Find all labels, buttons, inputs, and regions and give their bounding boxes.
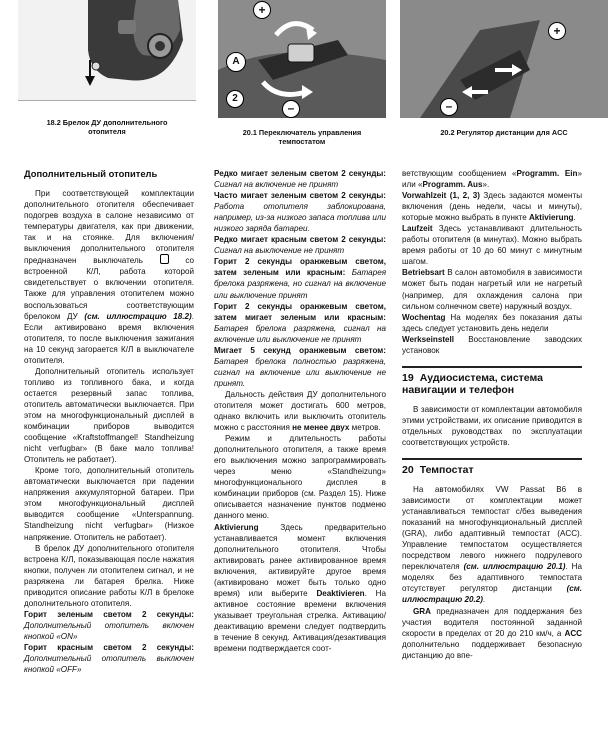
- column-2: [214, 168, 386, 654]
- paragraph: Aktivierung Здесь предварительно устанавливается момент включения дополнительного отопителя. Чтобы активировать ранее активированное время включения, активируйте другое время (активировано может быть только одно время) или выберите Deaktivieren. На активное состояние времени включения указывает треугольная стрелка. Активацию/деактивацию времени следует подтвердить в течение 8 секунд. Активация/дезактивация времени подтверждается соот-: [214, 522, 386, 654]
- section-heading-cruise: 20 Темпостат: [402, 458, 582, 476]
- figure-cruise-switch-photo: [218, 0, 386, 118]
- paragraph: Горит 2 секунды оранжевым светом, затем мигает зеленым или красным: Батарея брелока разряжена, сигнал на включение или выключение не принят: [214, 301, 386, 344]
- paragraph: Режим и длительность работы дополнительного отопителя, а также время его выключения можно запрограммировать через меню «Standheizung» многофункционального дисплея в комбинации приборов (см. Раздел 15). Ниже описывается назначение пунктов подменю данного меню.: [214, 434, 386, 521]
- label-minus-marker: –: [282, 100, 300, 118]
- label-plus-marker: +: [253, 1, 271, 19]
- column-1: [24, 168, 194, 675]
- figure-keyfob-photo: [18, 0, 196, 101]
- paragraph: Редко мигает красным светом 2 секунды: Сигнал на выключение не принят: [214, 235, 386, 256]
- paragraph: В зависимости от комплектации автомобиля этими устройствами, их описание приводится в отдельных руководствах по эксплуатации соответствующих устройств.: [402, 404, 582, 447]
- paragraph: Часто мигает зеленым светом 2 секунды: Работа отопителя заблокирована, например, из-за низкого запаса топлива или низкого заряда батареи.: [214, 191, 386, 234]
- label-minus-marker: –: [440, 98, 458, 116]
- paragraph: Дальность действия ДУ дополнительного отопителя может достигать 600 метров, однако включить или выключить отопитель можно с расстояния не менее двух метров.: [214, 389, 386, 433]
- paragraph: ветствующим сообщением «Programm. Ein» или «Programm. Aus».: [402, 169, 582, 190]
- label-2-marker: 2: [226, 90, 244, 108]
- paragraph: Werkseinstell Восстановление заводских установок: [402, 334, 582, 355]
- paragraph: Betriebsart В салон автомобиля в зависимости может быть подан нагретый или не нагретый (например, для охлаждения салона при сильном солнечном свете) наружный воздух.: [402, 268, 582, 311]
- label-plus-marker: +: [548, 22, 566, 40]
- paragraph: Дополнительный отопитель использует топливо из топливного бака, и когда остается резервный запас топлива, отопитель автоматически выключается. При этом на многофункциональный дисплей в комбинации приборов выводится сообщение «Kraftstoffmangel! Standheizung nicht verfugbar» (В баке мало топлива! Отопитель не работает).: [24, 366, 194, 465]
- column-3: [402, 168, 582, 661]
- paragraph: GRA предназначен для поддержания без участия водителя постоянной заданной скорости в пределах от 20 до 210 км/ч, а ACC дополнительно поддерживает безопасную дистанцию до впе-: [402, 606, 583, 660]
- paragraph: Горит 2 секунды оранжевым светом, затем зеленым или красным: Батарея брелока разряжена, но сигнал на включение или выключение принят: [214, 257, 387, 300]
- paragraph: Кроме того, дополнительный отопитель автоматически выключается при падении напряжения аккумуляторной батареи. При этом многофункциональный дисплей выводится сообщение «Unterspannung. Standheizung nicht verfugbar» (Низкое напряжение. Отопитель не работает).: [24, 466, 194, 542]
- paragraph: Laufzeit Здесь устанавливают длительность работы отопителя (в минутах). Можно выбрать время работы от 10 до 60 минут с минутным шагом.: [402, 224, 582, 267]
- label-a-marker: A: [226, 52, 246, 72]
- paragraph: Горит красным светом 2 секунды: Дополнительный отопитель выключен кнопкой «OFF»: [24, 642, 194, 675]
- paragraph: Горит зеленым светом 2 секунды: Дополнительный отопитель включен кнопкой «ON»: [24, 609, 194, 641]
- section-heading-audio: 19 Аудиосистема, система навигации и телефон: [402, 366, 582, 396]
- figure-1-caption: 18.2 Брелок ДУ дополнительного отопителя: [46, 118, 168, 136]
- paragraph: Wochentag На моделях без показания даты здесь следует установить день недели: [402, 312, 582, 333]
- paragraph: В брелок ДУ дополнительного отопителя встроена К/Л, показывающая после нажатия кнопки, получен ли отопителем сигнал, и не разряжена ли батарея брелка. Ниже приводится описание работы К/Л в брелоке дополнительного отопителя.: [24, 543, 194, 608]
- section-heading-heater: Дополнительный отопитель: [24, 168, 158, 179]
- figure-2-caption: 20.1 Переключатель управления темпостатом: [242, 128, 362, 146]
- paragraph: Редко мигает зеленым светом 2 секунды: Сигнал на включение не принят: [214, 169, 386, 190]
- paragraph: При соответствующей комплектации дополнительного отопителя обеспечивает подогрев воздуха в салоне независимо от температуры двигателя, как при движении, так и на стоянке. Для включения/выключения дополнительного отопителя предназначен выключатель со встроенной К/Л, работа которой свидетельствует о включении отопителя. Также для управления отопителем можно воспользоваться соответствующим брелоком ДУ (см. иллюстрацию 18.2). Если активировано время включения отопителя, то после выключения зажигания на 10 секунд загорается К/Л в выключателе отопителя.: [24, 189, 194, 365]
- switch-icon: [160, 254, 169, 264]
- paragraph: Vorwahlzeit (1, 2, 3) Здесь задаются моменты включения (день недели, часы и минуты), которые можно выбрать в пункте Aktivierung.: [402, 191, 583, 223]
- figure-3-caption: 20.2 Регулятор дистанции для ACC: [440, 128, 568, 137]
- paragraph: Мигает 5 секунд оранжевым светом: Батарея брелока полностью разряжена, сигнал на включение или выключение не принят.: [214, 345, 386, 388]
- figure-acc-distance-photo: [400, 0, 608, 118]
- paragraph: На автомобилях VW Passat B6 в зависимости от комплектации может устанавливаться темпостат с/без выведения показаний на многофункциональный дисплей (GRA), либо адаптивный темпостат (ACC). Управление темпостатом осуществляется посредством левого нижнего подрулевого переключателя (см. иллюстрацию 20.1). На моделях без адаптивного темпостата отсутствует регулятор дистанции (см. иллюстрацию 20.2).: [402, 484, 583, 605]
